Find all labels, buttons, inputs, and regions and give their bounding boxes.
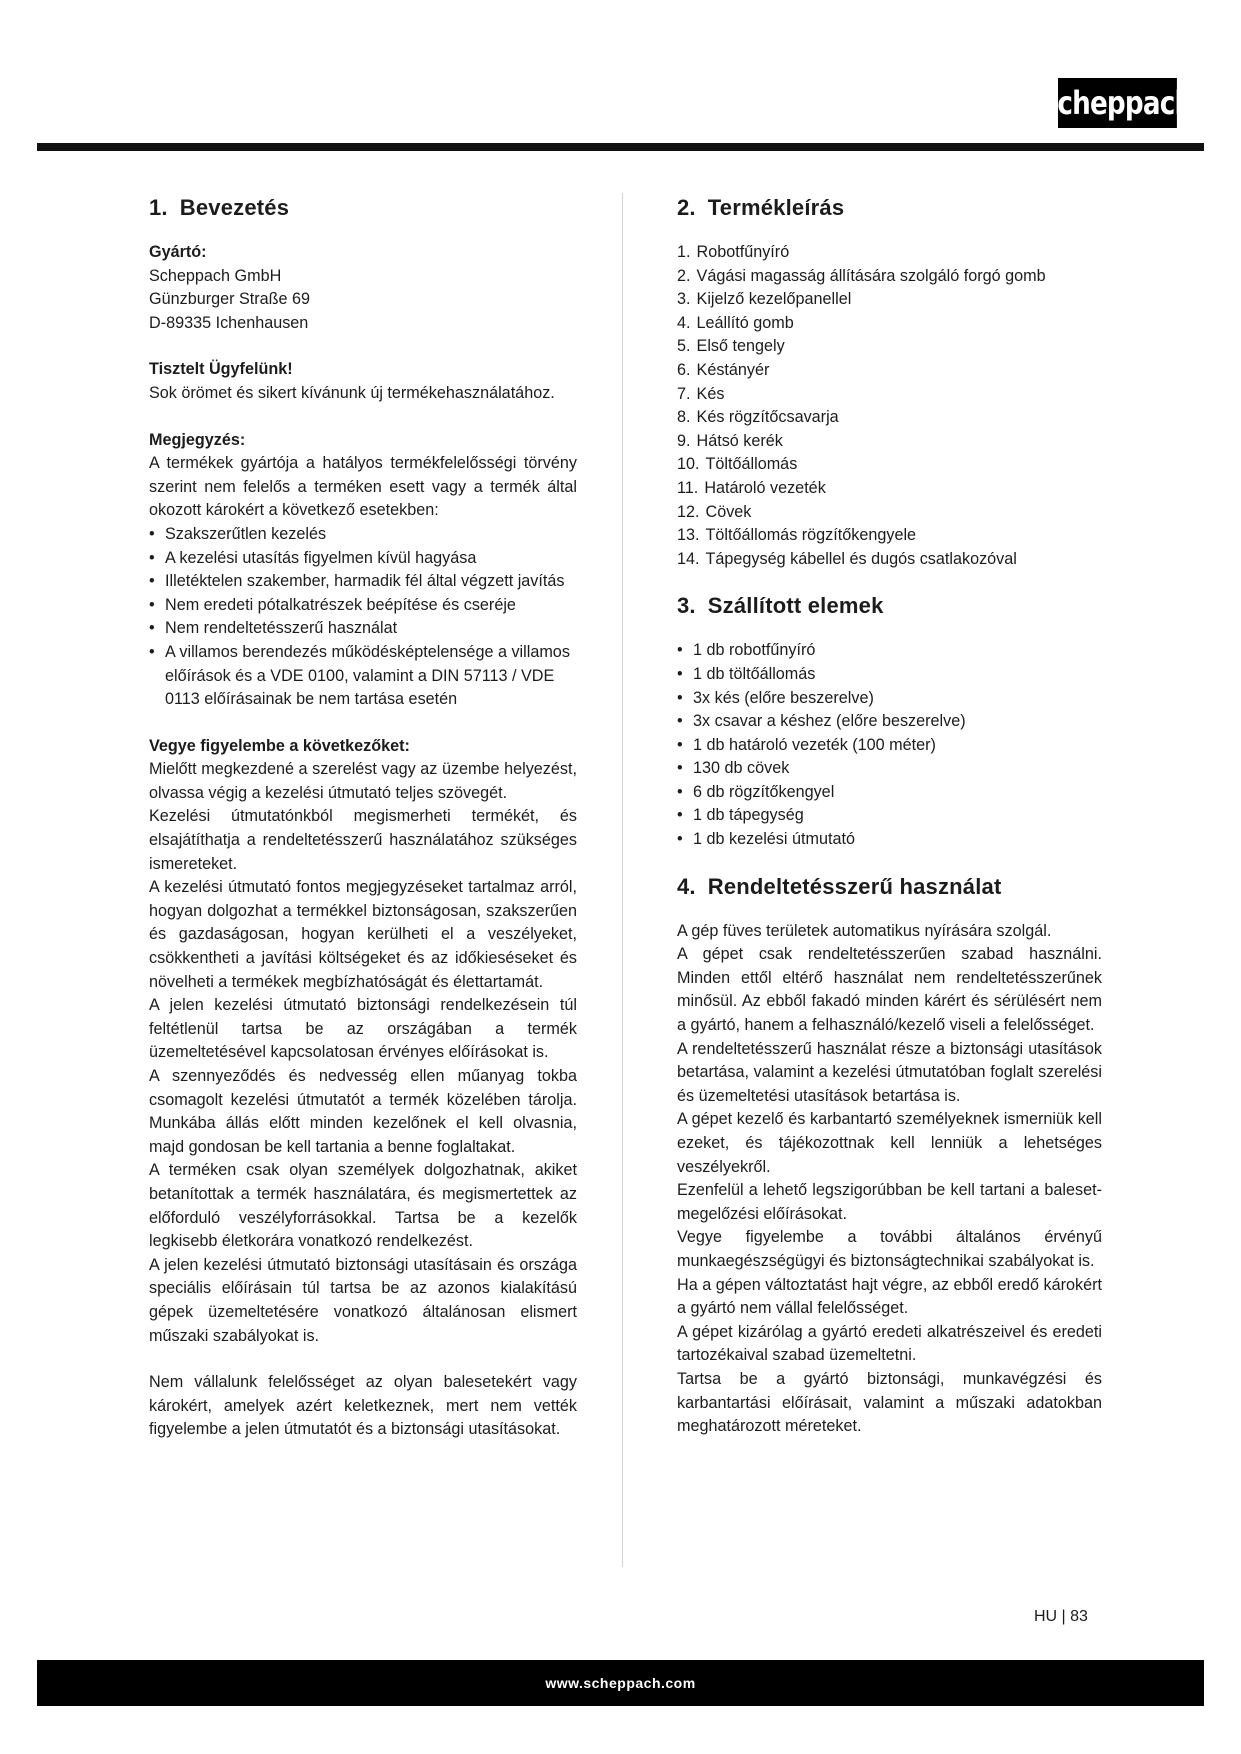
- list-item: • Nem eredeti pótalkatrészek beépítése és cseréje: [149, 594, 577, 618]
- list-item: [677, 359, 1102, 383]
- item-text: Hátsó kerék: [696, 431, 783, 450]
- paragraph: A rendeltetésszerű használat része a biztonsági utasítások betartása, valamint a kezelési útmutatóban foglalt szerelési és üzemeltetési utasítások betartása is.: [677, 1039, 1102, 1105]
- manufacturer-block: [149, 241, 577, 335]
- section-heading-2: [677, 193, 1102, 223]
- paragraph: Mielőtt megkezdené a szerelést vagy az üzembe helyezést, olvassa végig a kezelési útmutató teljes szövegét.: [149, 760, 577, 802]
- list-item: • 3x kés (előre beszerelve): [677, 687, 1102, 711]
- list-item: [677, 241, 1102, 265]
- item-number: 10.: [677, 455, 700, 474]
- item-text: Kijelző kezelőpanellel: [696, 290, 852, 309]
- list-item: • 3x csavar a késhez (előre beszerelve): [677, 710, 1102, 734]
- item-text: Kés: [696, 384, 725, 403]
- list-item: • 1 db robotfűnyíró: [677, 639, 1102, 663]
- manufacturer-line: D-89335 Ichenhausen: [149, 313, 309, 332]
- paragraph: A kezelési útmutató fontos megjegyzéseket tartalmaz arról, hogyan dolgozhat a termékkel biztonságosan, szakszerűen és gazdaságosan, hogyan kerülheti el a veszélyeket, csökkentheti a javítási költségeket és az időkieséseket és növelheti a termékek megbízhatóságát és élettartamát.: [149, 878, 577, 991]
- note-text: A termékek gyártója a hatályos termékfelelősségi törvény szerint nem felelős a terméken esett vagy a termék által okozott károkért a következő esetekben:: [149, 454, 577, 520]
- greeting-text: Sok örömet és sikert kívánunk új termékehasználatához.: [149, 383, 555, 402]
- section-number: 2.: [677, 195, 696, 220]
- list-item: • Szakszerűtlen kezelés: [149, 523, 577, 547]
- note-label: Megjegyzés:: [149, 430, 246, 449]
- list-item: [677, 312, 1102, 336]
- paragraph: A jelen kezelési útmutató biztonsági rendelkezésein túl feltétlenül tartsa be az országában a termék üzemeltetésével kapcsolatosan érvényes előírásokat is.: [149, 996, 577, 1062]
- footer-bar: [37, 1660, 1204, 1706]
- list-item: [677, 524, 1102, 548]
- left-column: [149, 193, 577, 1442]
- page-number: HU | 83: [1034, 1608, 1088, 1625]
- liability-bullet-list: [149, 523, 577, 712]
- section-number: 1.: [149, 195, 168, 220]
- item-text: Első tengely: [696, 337, 785, 356]
- list-item: • A kezelési utasítás figyelmen kívül hagyása: [149, 547, 577, 571]
- list-item: • 130 db cövek: [677, 757, 1102, 781]
- item-text: Robotfűnyíró: [696, 243, 790, 261]
- consider-block: [149, 735, 577, 1348]
- item-number: 5.: [677, 337, 691, 356]
- list-item: • Illetéktelen szakember, harmadik fél által végzett javítás: [149, 570, 577, 594]
- section-title: Termékleírás: [707, 195, 845, 220]
- delivered-items-list: [677, 639, 1102, 851]
- list-item: • Nem rendeltetésszerű használat: [149, 617, 577, 641]
- item-text: Kés rögzítőcsavarja: [696, 408, 839, 427]
- list-item: • 1 db töltőállomás: [677, 663, 1102, 687]
- list-item: [677, 335, 1102, 359]
- paragraph: Vegye figyelembe a további általános érvényű munkaegészségügyi és biztonságtechnikai szabályokat is.: [677, 1228, 1102, 1270]
- header-rule: [37, 143, 1204, 151]
- section-number: 3.: [677, 593, 696, 619]
- list-item: [677, 453, 1102, 477]
- item-number: 13.: [677, 526, 700, 545]
- section-title: Rendeltetésszerű használat: [707, 873, 1002, 899]
- section-heading-4: [677, 872, 1102, 902]
- list-item: [677, 501, 1102, 525]
- item-number: 1.: [677, 243, 691, 261]
- paragraph: A gép füves területek automatikus nyírására szolgál.: [677, 921, 1052, 940]
- disclaimer-text: Nem vállalunk felelősséget az olyan balesetekért vagy károkért, amelyek azért keletkeznek, mert nem vették figyelembe a jelen útmutatót és a biztonsági utasításokat.: [149, 1373, 577, 1439]
- item-text: Cövek: [705, 502, 752, 521]
- list-item: [677, 383, 1102, 407]
- greeting-block: [149, 358, 577, 405]
- list-item: • A villamos berendezés működésképtelensége a villamos előírások és a VDE 0100, valamint a DIN 57113 / VDE 0113 előírásainak be nem tartása esetén: [149, 641, 577, 712]
- list-item: [677, 430, 1102, 454]
- item-number: 8.: [677, 408, 691, 427]
- item-number: 9.: [677, 431, 691, 450]
- consider-label: Vegye figyelembe a következőket:: [149, 736, 410, 755]
- list-item: [677, 548, 1102, 572]
- section-heading-3: [677, 591, 1102, 621]
- list-item: [677, 265, 1102, 289]
- website-link[interactable]: www.scheppach.com: [545, 1675, 696, 1691]
- greeting-label: Tisztelt Ügyfelünk!: [149, 360, 293, 379]
- item-text: Töltőállomás: [705, 455, 798, 474]
- list-item: • 1 db tápegység: [677, 804, 1102, 828]
- item-number: 4.: [677, 313, 691, 332]
- paragraph: A szennyeződés és nedvesség ellen műanyag tokba csomagolt kezelési útmutatót a termék közelében tárolja. Munkába állás előtt minden kezelőnek el kell olvasnia, majd gondosan be kell tartania a benne foglaltakat.: [149, 1067, 577, 1156]
- list-item: [677, 288, 1102, 312]
- paragraph: A gépet kezelő és karbantartó személyeknek ismerniük kell ezeket, és tájékozottnak kell lenniük a lehetséges veszélyekről.: [677, 1110, 1102, 1176]
- usage-text: [677, 920, 1102, 1439]
- item-number: 3.: [677, 290, 691, 309]
- right-column: [677, 193, 1102, 1439]
- note-block: [149, 429, 577, 712]
- list-item: • 6 db rögzítőkengyel: [677, 781, 1102, 805]
- paragraph: A terméken csak olyan személyek dolgozhatnak, akiket betanítottak a termék használatára, és megismertettek az előforduló veszélyforrásokkal. Tartsa be a kezelők legkisebb életkorára vonatkozó rendelkezést.: [149, 1161, 577, 1251]
- list-item: [677, 406, 1102, 430]
- item-number: 2.: [677, 266, 691, 285]
- item-number: 11.: [677, 478, 699, 497]
- item-text: Töltőállomás rögzítőkengyele: [705, 526, 917, 545]
- section-number: 4.: [677, 873, 696, 899]
- list-item: • 1 db határoló vezeték (100 méter): [677, 734, 1102, 758]
- section-heading-1: [149, 193, 577, 223]
- item-text: Tápegység kábellel és dugós csatlakozóval: [705, 549, 1017, 568]
- paragraph: Tartsa be a gyártó biztonsági, munkavégzési és karbantartási előírásait, valamint a műszaki adatokban meghatározott méreteket.: [677, 1369, 1102, 1436]
- section-title: Bevezetés: [179, 195, 290, 220]
- item-number: 6.: [677, 360, 691, 379]
- parts-list: [677, 241, 1102, 571]
- paragraph: A jelen kezelési útmutató biztonsági utasításain és országa speciális előírásain túl tartsa be az azonos kialakítású gépek üzemeltetésére vonatkozó általánosan elismert műszaki szabályokat is.: [149, 1255, 577, 1345]
- paragraph: Ha a gépen változtatást hajt végre, az ebből eredő károkért a gyártó nem vállal felelősséget.: [677, 1275, 1102, 1318]
- manufacturer-label: Gyártó:: [149, 243, 207, 261]
- item-number: 12.: [677, 502, 700, 521]
- item-text: Leállító gomb: [696, 313, 794, 332]
- scheppach-logo: scheppach: [1058, 78, 1177, 128]
- paragraph: Ezenfelül a lehető legszigorúbban be kell tartani a baleset-megelőzési előírásokat.: [677, 1181, 1102, 1223]
- manufacturer-line: Günzburger Straße 69: [149, 290, 311, 309]
- list-item: [677, 477, 1102, 501]
- section-title: Szállított elemek: [707, 593, 884, 619]
- paragraph: A gépet kizárólag a gyártó eredeti alkatrészeivel és eredeti tartozékaival szabad üzemeltetni.: [677, 1322, 1102, 1365]
- manufacturer-line: Scheppach GmbH: [149, 266, 282, 285]
- paragraph: A gépet csak rendeltetésszerűen szabad használni. Minden ettől eltérő használat nem rendeltetésszerűnek minősül. Az ebből fakadó minden kárért és sérülésért nem a gyártó, hanem a felhasználó/kezelő viseli a felelősséget.: [677, 945, 1102, 1035]
- item-text: Vágási magasság állítására szolgáló forgó gomb: [696, 266, 1046, 285]
- item-text: Késtányér: [696, 360, 770, 379]
- paragraph: Kezelési útmutatónkból megismerheti termékét, és elsajátíthatja a rendeltetésszerű használatához szükséges ismereteket.: [149, 807, 577, 873]
- list-item: • 1 db kezelési útmutató: [677, 828, 1102, 852]
- item-number: 14.: [677, 549, 700, 568]
- item-number: 7.: [677, 384, 691, 403]
- column-divider: [622, 193, 623, 1567]
- item-text: Határoló vezeték: [704, 478, 826, 497]
